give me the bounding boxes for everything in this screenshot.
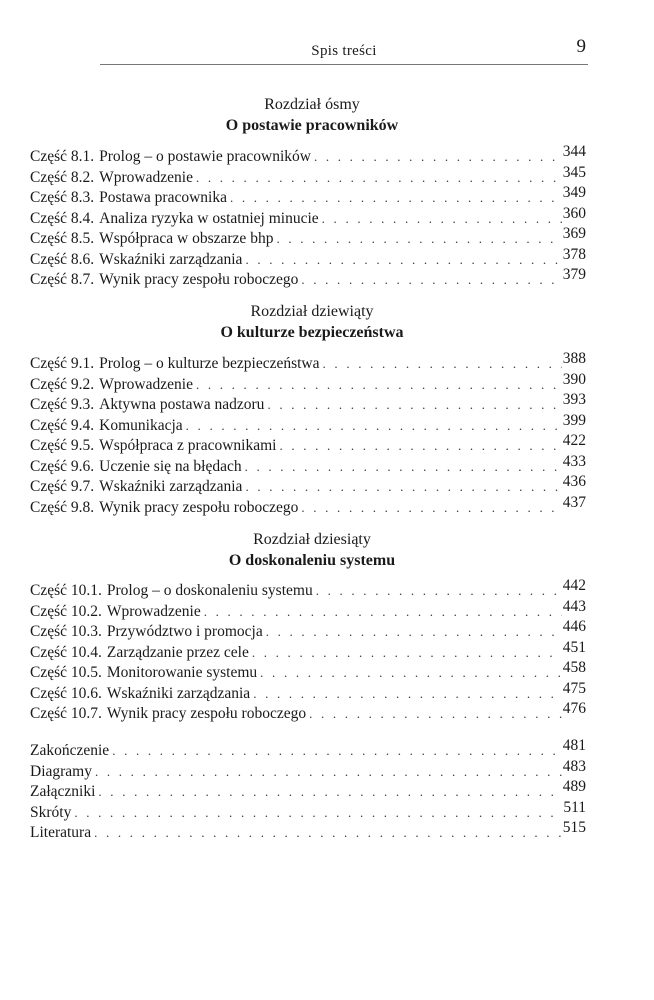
- toc-entry[interactable]: [30, 204, 586, 231]
- entry-page: 349: [562, 184, 586, 201]
- entry-title: Prolog – o kulturze bezpieczeństwa: [99, 355, 320, 372]
- entry-title: Skróty: [30, 803, 72, 821]
- dot-leader: [316, 583, 562, 599]
- entry-page: 433: [562, 452, 586, 470]
- entry-title: Przywództwo i promocja: [106, 623, 263, 640]
- toc-entry[interactable]: [30, 638, 586, 665]
- entry-page: 475: [562, 679, 586, 697]
- dot-leader: [196, 377, 562, 393]
- dot-leader: [309, 706, 562, 722]
- part-number: Część 8.5.: [30, 230, 95, 247]
- running-title: Spis treści: [311, 43, 377, 59]
- part-number: Część 10.5.: [30, 664, 102, 681]
- toc-list: [30, 350, 586, 519]
- entry-title: Wprowadzenie: [99, 375, 193, 393]
- toc-entry[interactable]: [30, 597, 586, 624]
- dot-leader: [245, 252, 561, 268]
- part-number: Część 8.2.: [30, 168, 95, 186]
- part-number: Część 9.2.: [30, 375, 95, 393]
- toc-entry[interactable]: [30, 819, 586, 845]
- entry-page: 481: [562, 737, 586, 754]
- toc-entry[interactable]: [30, 266, 586, 292]
- dot-leader: [245, 459, 562, 475]
- toc-list: [30, 143, 586, 292]
- part-number: Część 9.7.: [30, 478, 95, 495]
- dot-leader: [253, 686, 562, 702]
- entry-page: 393: [562, 391, 586, 408]
- toc-entry[interactable]: [30, 493, 586, 520]
- toc-entry[interactable]: [30, 432, 586, 458]
- dot-leader: [112, 743, 562, 759]
- toc-list: [30, 577, 586, 726]
- toc-entry[interactable]: [30, 370, 586, 397]
- toc-entry[interactable]: [30, 577, 586, 603]
- entry-page: 437: [562, 493, 586, 511]
- toc-entry[interactable]: [30, 391, 586, 417]
- entry-title: Wynik pracy zespołu roboczego: [99, 498, 299, 516]
- toc-entry[interactable]: [30, 798, 586, 825]
- entry-page: 442: [562, 577, 586, 594]
- dot-leader: [186, 418, 562, 434]
- chapter-title: O postawie pracowników: [225, 117, 399, 134]
- entry-title: Wskaźniki zarządzania: [99, 250, 243, 268]
- dot-leader: [276, 231, 561, 247]
- entry-page: 451: [562, 638, 586, 656]
- part-number: Część 9.3.: [30, 396, 95, 413]
- entry-title: Współpraca w obszarze bhp: [99, 230, 274, 247]
- dot-leader: [323, 356, 562, 372]
- entry-title: Monitorowanie systemu: [106, 664, 258, 681]
- entry-title: Komunikacja: [99, 416, 183, 434]
- entry-page: 345: [562, 163, 586, 181]
- dot-leader: [196, 170, 562, 186]
- entry-title: Zarządzanie przez cele: [106, 643, 249, 661]
- page-number: 9: [576, 36, 586, 57]
- entry-title: Uczenie się na błędach: [99, 457, 242, 475]
- part-number: Część 9.8.: [30, 498, 95, 516]
- dot-leader: [279, 438, 561, 454]
- dot-leader: [94, 825, 562, 841]
- toc-entry[interactable]: [30, 163, 586, 190]
- entry-page: 458: [562, 659, 586, 676]
- toc-entry[interactable]: [30, 700, 586, 726]
- toc-entry[interactable]: [30, 184, 586, 210]
- part-number: Część 8.3.: [30, 189, 95, 206]
- toc-entry[interactable]: [30, 737, 586, 763]
- entry-title: Wskaźniki zarządzania: [106, 684, 251, 702]
- entry-title: Analiza ryzyka w ostatniej minucie: [99, 209, 319, 227]
- part-number: Część 8.6.: [30, 250, 95, 268]
- dot-leader: [252, 645, 562, 661]
- dot-leader: [260, 665, 562, 681]
- part-number: Część 10.3.: [30, 623, 102, 640]
- chapter-number: Rozdział ósmy: [264, 96, 360, 113]
- entry-title: Wskaźniki zarządzania: [99, 478, 243, 495]
- toc-entry[interactable]: [30, 245, 586, 272]
- chapter-title: O doskonaleniu systemu: [228, 552, 396, 569]
- toc-entry[interactable]: [30, 225, 586, 251]
- part-number: Część 8.1.: [30, 148, 95, 165]
- dot-leader: [301, 272, 561, 288]
- part-number: Część 10.6.: [30, 684, 102, 702]
- dot-leader: [266, 624, 562, 640]
- entry-page: 399: [562, 411, 586, 429]
- entry-page: 476: [562, 700, 586, 717]
- part-number: Część 8.7.: [30, 271, 95, 288]
- entry-title: Prolog – o doskonaleniu systemu: [106, 582, 313, 599]
- dot-leader: [74, 805, 562, 821]
- entry-page: 390: [562, 370, 586, 388]
- chapter-number: Rozdział dziewiąty: [250, 303, 374, 320]
- dot-leader: [322, 211, 562, 227]
- entry-page: 360: [562, 204, 586, 222]
- dot-leader: [95, 764, 562, 780]
- entry-title: Załączniki: [30, 783, 96, 800]
- entry-title: Literatura: [30, 824, 92, 841]
- dot-leader: [245, 479, 561, 495]
- chapter-heading: [40, 95, 584, 137]
- page-header: [100, 34, 588, 65]
- part-number: Część 10.7.: [30, 705, 102, 722]
- toc-entry[interactable]: [30, 473, 586, 499]
- part-number: Część 9.4.: [30, 416, 95, 434]
- entry-page: 483: [562, 757, 586, 775]
- entry-page: 515: [562, 819, 586, 836]
- entry-title: Współpraca z pracownikami: [99, 437, 277, 454]
- entry-page: 446: [562, 618, 586, 635]
- chapter-title: O kulturze bezpieczeństwa: [220, 324, 404, 341]
- entry-page: 511: [563, 798, 586, 816]
- toc-entry[interactable]: [30, 452, 586, 479]
- chapter-number: Rozdział dziesiąty: [253, 531, 371, 548]
- dot-leader: [98, 784, 561, 800]
- part-number: Część 9.5.: [30, 437, 95, 454]
- entry-title: Wprowadzenie: [106, 602, 201, 620]
- entry-title: Wynik pracy zespołu roboczego: [99, 271, 299, 288]
- toc-entry[interactable]: [30, 350, 586, 376]
- dot-leader: [230, 190, 562, 206]
- part-number: Część 9.1.: [30, 355, 95, 372]
- part-number: Część 10.4.: [30, 643, 102, 661]
- toc-entry[interactable]: [30, 411, 586, 438]
- chapter-heading: [40, 530, 584, 572]
- dot-leader: [301, 500, 561, 516]
- entry-page: 422: [562, 432, 586, 449]
- entry-title: Prolog – o postawie pracowników: [99, 148, 311, 165]
- entry-title: Zakończenie: [30, 742, 110, 759]
- part-number: Część 9.6.: [30, 457, 95, 475]
- toc-entry[interactable]: [30, 757, 586, 784]
- toc-entry[interactable]: [30, 778, 586, 804]
- part-number: Część 10.1.: [30, 582, 102, 599]
- entry-page: 489: [562, 778, 586, 795]
- entry-page: 369: [562, 225, 586, 242]
- entry-page: 344: [562, 143, 586, 160]
- entry-title: Diagramy: [30, 762, 92, 780]
- toc-entry[interactable]: [30, 143, 586, 169]
- entry-page: 378: [562, 245, 586, 263]
- toc-entry[interactable]: [30, 679, 586, 706]
- dot-leader: [314, 149, 562, 165]
- entry-title: Aktywna postawa nadzoru: [99, 396, 265, 413]
- entry-title: Wynik pracy zespołu roboczego: [106, 705, 307, 722]
- entry-page: 443: [562, 597, 586, 615]
- end-matter-list: [30, 737, 586, 845]
- toc-entry[interactable]: [30, 618, 586, 644]
- part-number: Część 8.4.: [30, 209, 95, 227]
- dot-leader: [204, 604, 562, 620]
- part-number: Część 10.2.: [30, 602, 102, 620]
- entry-page: 379: [562, 266, 586, 283]
- entry-title: Postawa pracownika: [99, 189, 227, 206]
- dot-leader: [267, 397, 561, 413]
- chapter-heading: [40, 302, 584, 344]
- toc-entry[interactable]: [30, 659, 586, 685]
- entry-title: Wprowadzenie: [99, 168, 193, 186]
- entry-page: 436: [562, 473, 586, 490]
- entry-page: 388: [562, 350, 586, 367]
